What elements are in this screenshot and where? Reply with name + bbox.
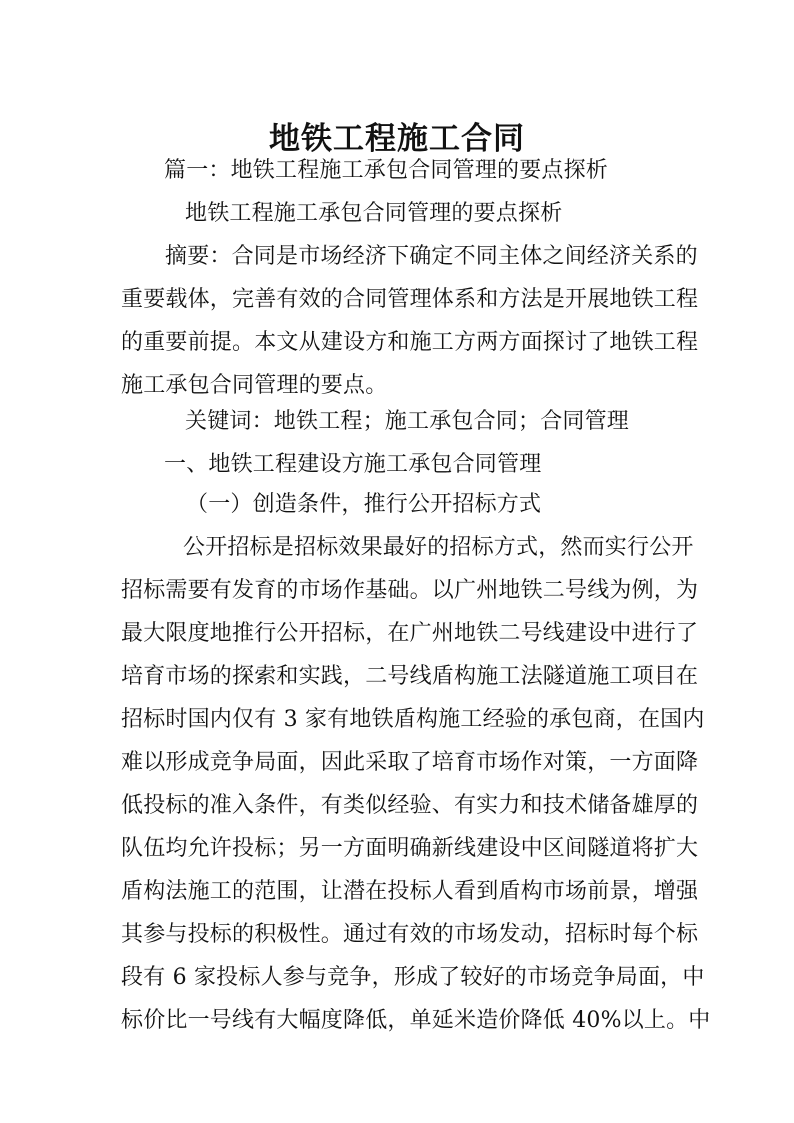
body-text-line: 低投标的准入条件，有类似经验、有实力和技术储备雄厚的 <box>121 793 699 818</box>
body-text-line: 难以形成竞争局面，因此采取了培育市场作对策，一方面降 <box>121 750 699 775</box>
body-text-line: 盾构法施工的范围，让潜在投标人看到盾构市场前景，增强 <box>121 879 699 904</box>
abstract-line: 重要载体，完善有效的合同管理体系和方法是开展地铁工程 <box>121 287 699 312</box>
article-title-line: 地铁工程施工承包合同管理的要点探析 <box>185 201 563 226</box>
body-text-line: 培育市场的探索和实践，二号线盾构施工法隧道施工项目在 <box>121 664 699 689</box>
keywords-line: 关键词：地铁工程；施工承包合同；合同管理 <box>185 409 630 434</box>
document-title: 地铁工程施工合同 <box>269 120 525 157</box>
body-text-line: 公开招标是招标效果最好的招标方式，然而实行公开 <box>183 535 694 560</box>
subsection-heading-line: （一）创造条件，推行公开招标方式 <box>186 492 542 517</box>
body-text-line: 队伍均允许投标；另一方面明确新线建设中区间隧道将扩大 <box>121 836 699 861</box>
body-text-line: 最大限度地推行公开招标，在广州地铁二号线建设中进行了 <box>121 621 699 646</box>
abstract-line: 摘要：合同是市场经济下确定不同主体之间经济关系的 <box>165 244 698 269</box>
body-text-line: 招标需要有发育的市场作基础。以广州地铁二号线为例，为 <box>121 578 699 603</box>
body-text-line: 招标时国内仅有 3 家有地铁盾构施工经验的承包商，在国内 <box>121 707 705 732</box>
body-text-line: 段有 6 家投标人参与竞争，形成了较好的市场竞争局面，中 <box>121 965 705 990</box>
body-text-line: 其参与投标的积极性。通过有效的市场发动，招标时每个标 <box>121 922 699 947</box>
body-text-line: 标价比一号线有大幅度降低，单延米造价降低 40%以上。中 <box>121 1008 711 1033</box>
section-heading-line: 一、地铁工程建设方施工承包合同管理 <box>164 452 542 477</box>
abstract-line: 施工承包合同管理的要点。 <box>121 373 388 398</box>
chapter-heading-line: 篇一：地铁工程施工承包合同管理的要点探析 <box>164 158 609 183</box>
abstract-line: 的重要前提。本文从建设方和施工方两方面探讨了地铁工程 <box>121 330 699 355</box>
